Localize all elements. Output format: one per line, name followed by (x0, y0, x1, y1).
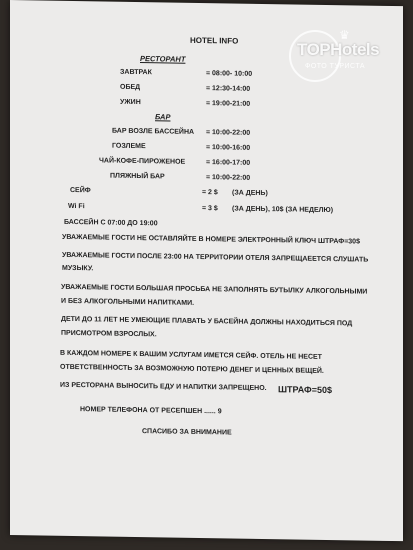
safe-period: (ЗА ДЕНЬ) (232, 189, 268, 198)
phone-line: НОМЕР ТЕЛЕФОНА ОТ РЕСЕПШЕН ...... 9 (80, 406, 222, 416)
notice-line: И БЕЗ АЛКОГОЛЬНЫМИ НАПИТКАМИ. (61, 297, 195, 307)
notice-line: УВАЖАЕМЫЕ ГОСТИ БОЛЬШАЯ ПРОСЬБА НЕ ЗАПОЛНЯТЬ БУТЫЛКУ АЛКОГОЛЬНЫМИ (61, 283, 368, 296)
notice-line: ПРИСМОТРОМ ВЗРОСЛЫХ. (61, 329, 157, 339)
wifi-week-price: , 10$ (ЗА НЕДЕЛЮ) (268, 206, 334, 215)
restaurant-row-name: УЖИН (120, 98, 141, 107)
notice-line: ДЕТИ ДО 11 ЛЕТ НЕ УМЕЮЩИЕ ПЛАВАТЬ У БАСЕЙНА ДОЛЖНЫ НАХОДИТЬСЯ ПОД (61, 315, 353, 328)
watermark-logo: TOPHotels (297, 40, 380, 59)
wifi-price: = 3 $ (202, 205, 218, 213)
bar-row-name: ПЛЯЖНЫЙ БАР (110, 172, 165, 181)
bar-heading: БАР (155, 112, 171, 122)
restaurant-row-time: = 08:00- 10:00 (206, 70, 253, 78)
page-title: HOTEL INFO (190, 35, 239, 46)
bar-row-time: = 10:00-22:00 (206, 174, 251, 182)
bar-row-name: БАР ВОЗЛЕ БАССЕЙНА (112, 127, 195, 136)
bar-row-name: ЧАЙ-КОФЕ-ПИРОЖЕНОЕ (99, 157, 186, 166)
wifi-label: Wi Fi (68, 202, 85, 211)
wifi-period: (ЗА ДЕНЬ) (232, 205, 268, 214)
bar-row-time: = 16:00-17:00 (206, 159, 251, 167)
restaurant-row-name: ЗАВТРАК (120, 68, 152, 77)
notice-line: УВАЖАЕМЫЕ ГОСТИ НЕ ОСТАВЛЯЙТЕ В НОМЕРЕ ЭЛЕКТРОННЫЙ КЛЮЧ ШТРАФ=30$ (62, 233, 360, 246)
notice-line: ИЗ РЕСТОРАНА ВЫНОСИТЬ ЕДУ И НАПИТКИ ЗАПРЕЩЕНО. (60, 381, 267, 393)
notice-line: В КАЖДОМ НОМЕРЕ К ВАШИМ УСЛУГАМ ИМЕТСЯ СЕЙФ. ОТЕЛЬ НЕ НЕСЕТ (60, 349, 322, 361)
safe-label: СЕЙФ (70, 186, 91, 195)
notice-line: ОТВЕТСТВЕННОСТЬ ЗА ВОЗМОЖНУЮ ПОТЕРЮ ДЕНЕГ И ЦЕННЫХ ВЕЩЕЙ. (60, 363, 324, 375)
notice-line: УВАЖАЕМЫЕ ГОСТИ ПОСЛЕ 23:00 НА ТЕРРИТОРИИ ОТЕЛЯ ЗАПРЕЩАЕЕТСЯ СЛУШАТЬ (62, 251, 369, 264)
fine-text: ШТРАФ=50$ (278, 384, 332, 396)
closing-line: СПАСИБО ЗА ВНИМАНИЕ (142, 428, 232, 437)
restaurant-row-time: = 12:30-14:00 (206, 85, 251, 93)
pool-hours: БАССЕЙН С 07:00 ДО 19:00 (64, 218, 158, 228)
restaurant-row-name: ОБЕД (120, 83, 141, 92)
restaurant-heading: РЕСТОРАНТ (140, 54, 186, 64)
bar-row-name: ГОЗЛЕМЕ (112, 142, 146, 151)
notice-line: МУЗЫКУ. (62, 264, 94, 273)
safe-price: = 2 $ (202, 189, 218, 197)
bar-row-time: = 10:00-16:00 (206, 144, 251, 152)
crown-icon: ♛ (339, 28, 350, 42)
restaurant-row-time: = 19:00-21:00 (206, 100, 251, 108)
watermark-subtitle: ФОТО ТУРИСТА (305, 63, 366, 70)
watermark (289, 28, 407, 82)
bar-row-time: = 10:00-22:00 (206, 129, 251, 137)
